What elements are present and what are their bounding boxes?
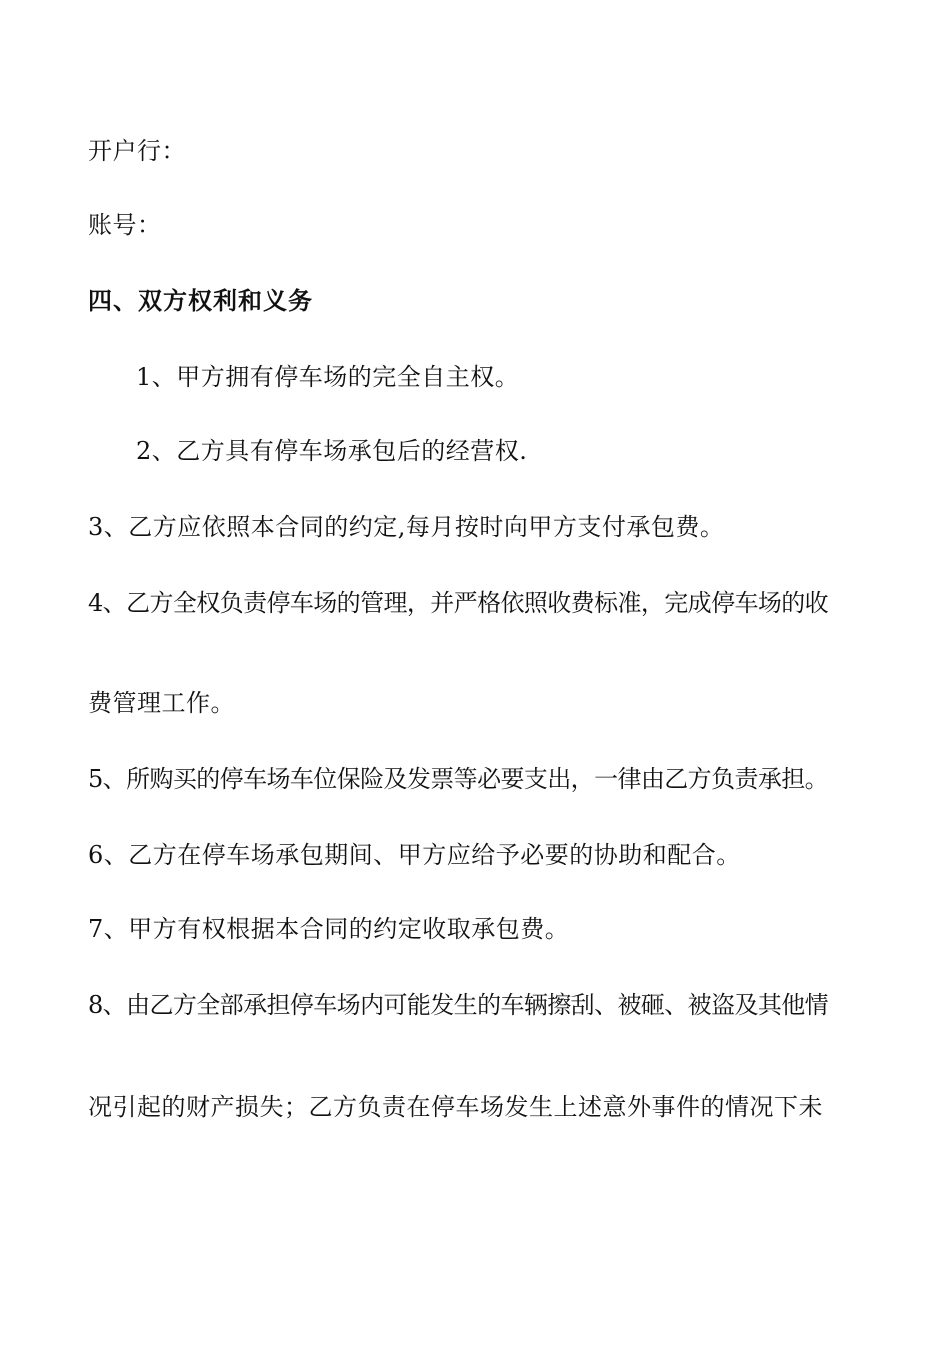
clause-4-line-2: 费管理工作。 [88, 689, 235, 717]
clause-8-line-1: 8、由乙方全部承担停车场内可能发生的车辆擦刮、被砸、被盗及其他情 [88, 991, 829, 1019]
clause-6: 6、乙方在停车场承包期间、甲方应给予必要的协助和配合。 [88, 841, 741, 869]
clause-5: 5、所购买的停车场车位保险及发票等必要支出，一律由乙方负责承担。 [88, 765, 829, 793]
clause-8-line-2: 况引起的财产损失；乙方负责在停车场发生上述意外事件的情况下未 [88, 1093, 823, 1121]
clause-3: 3、乙方应依照本合同的约定,每月按时向甲方支付承包费。 [88, 513, 725, 541]
account-label: 账号： [88, 211, 162, 239]
section-heading: 四、双方权利和义务 [88, 287, 313, 315]
clause-4-line-1: 4、乙方全权负责停车场的管理，并严格依照收费标准，完成停车场的收 [88, 589, 829, 617]
clause-7: 7、甲方有权根据本合同的约定收取承包费。 [88, 915, 570, 943]
clause-1: 1、甲方拥有停车场的完全自主权。 [136, 363, 520, 391]
bank-label: 开户行： [88, 137, 186, 165]
clause-2: 2、乙方具有停车场承包后的经营权. [136, 437, 528, 465]
